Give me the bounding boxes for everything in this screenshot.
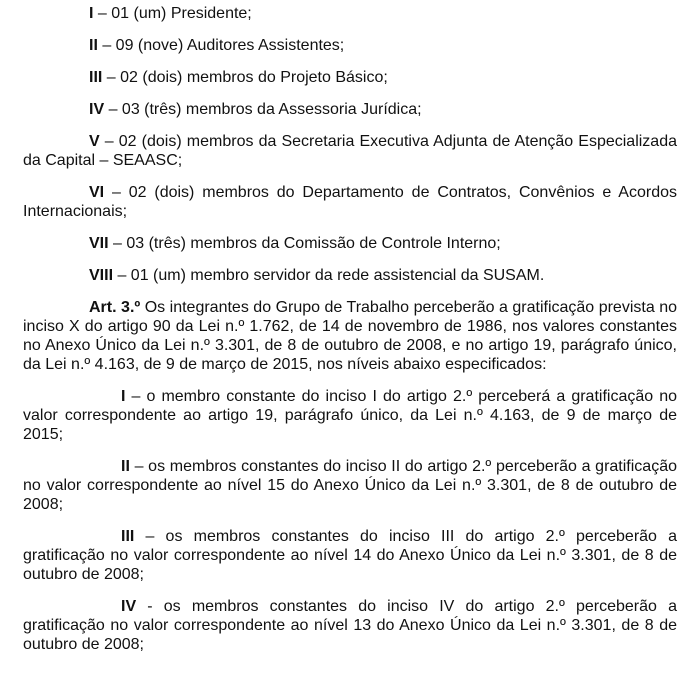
inciso-item (23, 183, 677, 221)
article-paragraph (23, 298, 677, 374)
inciso-item (23, 132, 677, 170)
inciso-numeral: VI (89, 184, 105, 201)
subitem-paragraph (23, 527, 677, 584)
inciso-item (23, 266, 677, 285)
article-text: Os integrantes do Grupo de Trabalho perceberão a gratificação prevista no inciso X do artigo 90 da Lei n.º 1.762, de 14 de novembro de 1986, nos valores constantes no Anexo Único da Lei n.º 3.301, de 8 de outubro de 2008, e no artigo 19, parágrafo único, da Lei n.º 4.163, de 9 de março de 2015, nos níveis abaixo especificados: (23, 299, 677, 373)
inciso-item (23, 100, 677, 119)
subitem-text: – os membros constantes do inciso II do artigo 2.º perceberão a gratificação no valor correspondente ao nível 15 do Anexo Único da Lei n.º 3.301, de 8 de outubro de 2008; (23, 458, 677, 513)
subitem-text: – os membros constantes do inciso III do artigo 2.º perceberão a gratificação no valor correspondente ao nível 14 do Anexo Único da Lei n.º 3.301, de 8 de outubro de 2008; (23, 528, 677, 583)
inciso-text: – 02 (dois) membros da Secretaria Executiva Adjunta de Atenção Especializada da Capital – SEAASC; (23, 133, 677, 169)
article-label: Art. 3.º (89, 299, 141, 316)
subitem-numeral: IV (121, 598, 137, 615)
subitem-text: - os membros constantes do inciso IV do artigo 2.º perceberão a gratificação no valor correspondente ao nível 13 do Anexo Único da Lei n.º 3.301, de 8 de outubro de 2008; (23, 598, 677, 653)
inciso-text: – 03 (três) membros da Assessoria Jurídica; (104, 101, 422, 118)
inciso-item (23, 4, 677, 23)
inciso-text: – 01 (um) Presidente; (93, 5, 252, 22)
inciso-numeral: III (89, 69, 103, 86)
inciso-numeral: II (89, 37, 98, 54)
inciso-text: – 02 (dois) membros do Departamento de Contratos, Convênios e Acordos Internacionais; (23, 184, 677, 220)
subitem-paragraph (23, 597, 677, 654)
inciso-numeral: VIII (89, 267, 114, 284)
inciso-text: – 01 (um) membro servidor da rede assistencial da SUSAM. (113, 267, 545, 284)
inciso-numeral: VII (89, 235, 109, 252)
inciso-numeral: IV (89, 101, 105, 118)
subitem-numeral: III (121, 528, 135, 545)
inciso-text: – 09 (nove) Auditores Assistentes; (97, 37, 345, 54)
inciso-text: – 02 (dois) membros do Projeto Básico; (102, 69, 388, 86)
inciso-numeral: V (89, 133, 100, 150)
subitem-text: – o membro constante do inciso I do artigo 2.º perceberá a gratificação no valor correspondente ao artigo 19, parágrafo único, da Lei n.º 4.163, de 9 de março de 2015; (23, 388, 677, 443)
inciso-item (23, 36, 677, 55)
subitem-numeral: II (121, 458, 130, 475)
inciso-text: – 03 (três) membros da Comissão de Controle Interno; (108, 235, 501, 252)
subitem-paragraph (23, 387, 677, 444)
inciso-item (23, 68, 677, 87)
subitem-paragraph (23, 457, 677, 514)
inciso-item (23, 234, 677, 253)
subitem-numeral: I (121, 388, 126, 405)
inciso-numeral: I (89, 5, 94, 22)
